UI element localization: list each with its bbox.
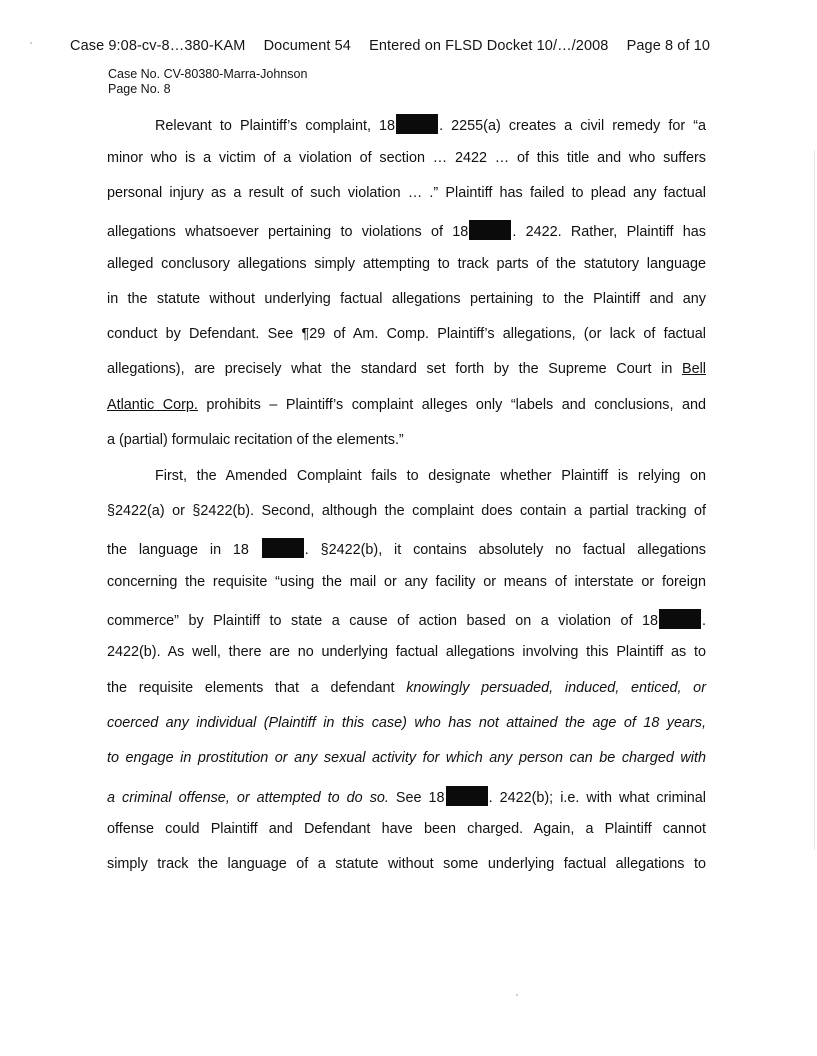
text-run: the requisite elements that a defendant <box>107 680 407 696</box>
paragraph-1-line <box>107 220 706 240</box>
text-run: allegations whatsoever pertaining to violations of 18 <box>107 224 469 240</box>
paragraph-2-line: simply track the language of a statute without some underlying factual allegations to <box>107 856 706 872</box>
paragraph-1-line <box>107 397 706 413</box>
redaction-block <box>262 538 304 558</box>
text-run: . 2255(a) creates a civil remedy for “a <box>439 118 706 134</box>
case-citation: Bell <box>682 361 706 377</box>
header-document: Document 54 <box>263 38 351 54</box>
paragraph-2-line: First, the Amended Complaint fails to designate whether Plaintiff is relying on <box>155 468 706 484</box>
scan-edge-line <box>814 150 815 850</box>
text-run: See 18 <box>388 790 445 806</box>
scan-speck <box>516 994 518 996</box>
paragraph-1-line: a (partial) formulaic recitation of the elements.” <box>107 432 404 448</box>
paragraph-2-line <box>107 786 706 806</box>
redaction-block <box>469 220 511 240</box>
caption-block <box>108 67 307 97</box>
court-header <box>70 38 724 54</box>
paragraph-1-line: alleged conclusory allegations simply attempting to track parts of the statutory language <box>107 256 706 272</box>
paragraph-2-line <box>107 715 706 731</box>
text-run: Relevant to Plaintiff’s complaint, 18 <box>155 118 396 134</box>
text-run: . <box>702 613 706 629</box>
header-page: Page 8 of 10 <box>626 38 711 54</box>
italic-text-run: knowingly persuaded, induced, enticed, or <box>406 680 706 696</box>
paragraph-1-line: in the statute without underlying factual allegations pertaining to the Plaintiff and any <box>107 291 706 307</box>
text-run: commerce” by Plaintiff to state a cause of action based on a violation of 18 <box>107 613 658 629</box>
text-run: . 2422. Rather, Plaintiff has <box>512 224 706 240</box>
paragraph-1-line <box>155 114 706 134</box>
caption-case-no: Case No. CV-80380-Marra-Johnson <box>108 67 308 81</box>
italic-text-run: coerced any individual (Plaintiff in this case) who has not attained the age of 18 years, <box>107 715 706 731</box>
paragraph-2-line <box>107 680 706 696</box>
text-run: the language in 18 <box>107 542 249 558</box>
redaction-block <box>396 114 438 134</box>
paragraph-2-line: 2422(b). As well, there are no underlying factual allegations involving this Plaintiff as to <box>107 644 706 660</box>
header-entered: Entered on FLSD Docket 10/…/2008 <box>369 38 609 54</box>
paragraph-2-line: concerning the requisite “using the mail or any facility or means of interstate or foreign <box>107 574 706 590</box>
paragraph-2-line: §2422(a) or §2422(b). Second, although the complaint does contain a partial tracking of <box>107 503 706 519</box>
paragraph-2-line: offense could Plaintiff and Defendant have been charged. Again, a Plaintiff cannot <box>107 821 706 837</box>
paragraph-1-line: conduct by Defendant. See ¶29 of Am. Comp. Plaintiff’s allegations, (or lack of factual <box>107 326 706 342</box>
text-run: . 2422(b); i.e. with what criminal <box>488 790 706 806</box>
paragraph-2-line <box>107 538 706 558</box>
italic-text-run: to engage in prostitution or any sexual activity for which any person can be charged with <box>107 750 706 766</box>
text-run: prohibits – Plaintiff’s complaint alleges only “labels and conclusions, and <box>197 397 706 413</box>
redaction-block <box>446 786 488 806</box>
paragraph-1-line: personal injury as a result of such violation … .” Plaintiff has failed to plead any factual <box>107 185 706 201</box>
redaction-block <box>659 609 701 629</box>
caption-page-no: Page No. 8 <box>108 82 171 96</box>
case-citation: Atlantic Corp. <box>107 397 198 413</box>
scan-speck <box>30 42 32 44</box>
paragraph-2-line <box>107 609 706 629</box>
header-case-number: Case 9:08-cv-8…380-KAM <box>70 38 246 54</box>
paragraph-1-line: minor who is a victim of a violation of section … 2422 … of this title and who suffers <box>107 150 706 166</box>
italic-text-run: a criminal offense, or attempted to do so. <box>107 790 389 806</box>
paragraph-2-line <box>107 750 706 766</box>
paragraph-1-line <box>107 361 706 377</box>
text-run: . §2422(b), it contains absolutely no factual allegations <box>304 542 707 558</box>
text-run: allegations), are precisely what the standard set forth by the Supreme Court in <box>107 361 673 377</box>
